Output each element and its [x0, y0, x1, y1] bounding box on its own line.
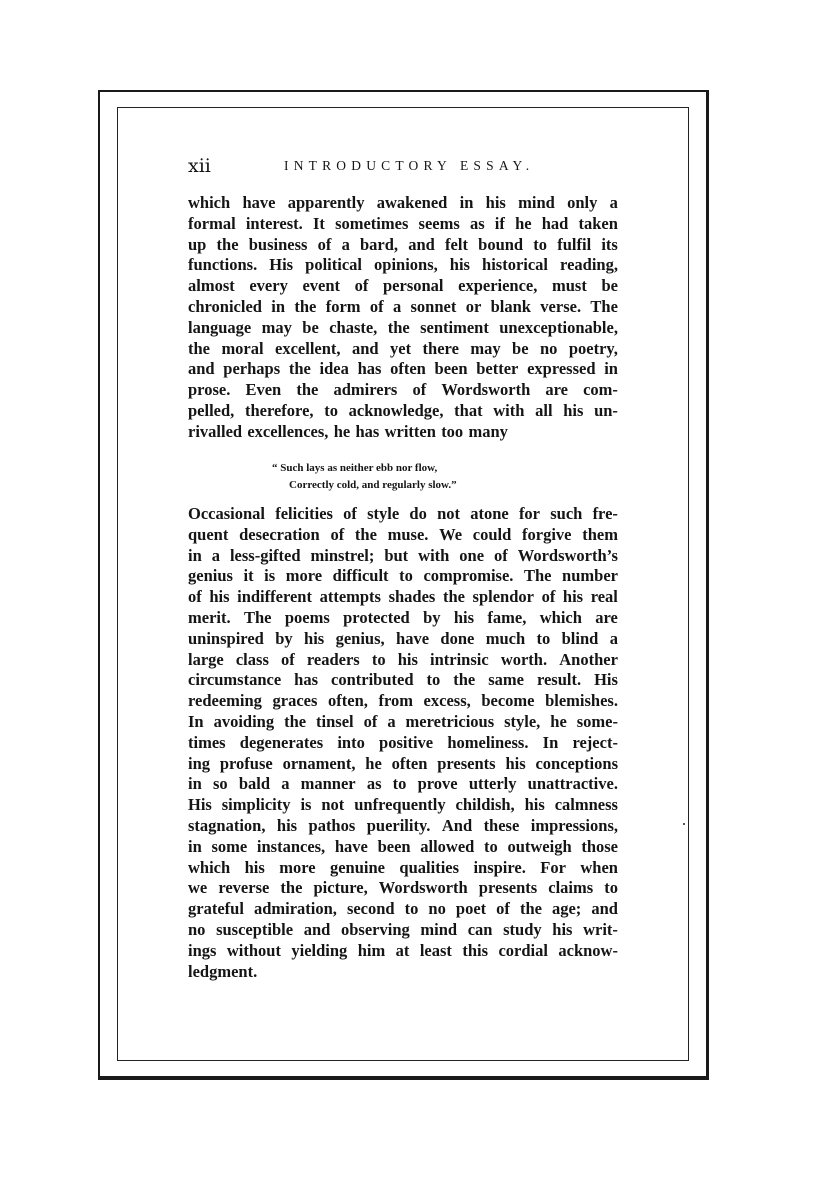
paragraph-2 — [188, 504, 618, 982]
text-line: uninspired by his genius, have done much to blind a — [188, 628, 618, 648]
text-line: merit. The poems protected by his fame, which are — [188, 607, 618, 627]
running-title: INTRODUCTORY ESSAY. — [284, 158, 535, 173]
text-line: functions. His political opinions, his historical reading, — [188, 255, 618, 275]
text-line: quent desecration of the muse. We could forgive them — [188, 524, 618, 544]
text-line: circumstance has contributed to the same result. His — [188, 670, 618, 690]
text-line: pelled, therefore, to acknowledge, that with all his un- — [188, 400, 618, 420]
margin-mark — [683, 823, 685, 825]
quote-line: Correctly cold, and regularly slow.” — [289, 479, 457, 491]
text-line: and perhaps the idea has often been better expressed in — [188, 359, 618, 379]
verse-quotation — [272, 460, 457, 494]
text-line: In avoiding the tinsel of a meretricious style, he some- — [188, 711, 618, 731]
text-line: up the business of a bard, and felt bound to fulfil its — [188, 234, 618, 254]
text-line: the moral excellent, and yet there may be no poetry, — [188, 338, 618, 358]
text-line: in some instances, have been allowed to outweigh those — [188, 836, 618, 856]
text-line: redeeming graces often, from excess, become blemishes. — [188, 691, 618, 711]
running-head — [188, 155, 618, 181]
text-line: stagnation, his pathos puerility. And these impressions, — [188, 815, 618, 835]
text-line: rivalled excellences, he has written too many — [188, 421, 508, 441]
text-line: ings without yielding him at least this cordial acknow- — [188, 940, 618, 960]
text-line: almost every event of personal experience, must be — [188, 276, 618, 296]
text-line: chronicled in the form of a sonnet or blank verse. The — [188, 296, 618, 316]
text-line: which have apparently awakened in his mind only a — [188, 193, 618, 212]
quote-line: “ Such lays as neither ebb nor flow, — [272, 462, 438, 474]
text-line: in so bald a manner as to prove utterly unattractive. — [188, 774, 618, 794]
text-line: Occasional felicities of style do not atone for such fre- — [188, 504, 618, 523]
text-line: genius it is more difficult to compromise. The number — [188, 566, 618, 586]
text-line: ledgment. — [188, 961, 258, 981]
text-line: His simplicity is not unfrequently childish, his calmness — [188, 795, 618, 815]
text-line: large class of readers to his intrinsic worth. Another — [188, 649, 618, 669]
text-line: formal interest. It sometimes seems as if he had taken — [188, 213, 618, 233]
text-line: language may be chaste, the sentiment unexceptionable, — [188, 317, 618, 337]
text-line: of his indifferent attempts shades the splendor of his real — [188, 587, 618, 607]
text-line: times degenerates into positive homeliness. In reject- — [188, 732, 618, 752]
paragraph-1 — [188, 193, 618, 443]
page-number: xii — [188, 155, 211, 177]
text-line: no susceptible and observing mind can study his writ- — [188, 919, 618, 939]
text-line: in a less-gifted minstrel; but with one of Wordsworth’s — [188, 545, 618, 565]
text-line: ing profuse ornament, he often presents his conceptions — [188, 753, 618, 773]
text-line: grateful admiration, second to no poet of the age; and — [188, 899, 618, 919]
text-line: prose. Even the admirers of Wordsworth are com- — [188, 380, 618, 400]
text-line: which his more genuine qualities inspire. For when — [188, 857, 618, 877]
text-line: we reverse the picture, Wordsworth presents claims to — [188, 878, 618, 898]
